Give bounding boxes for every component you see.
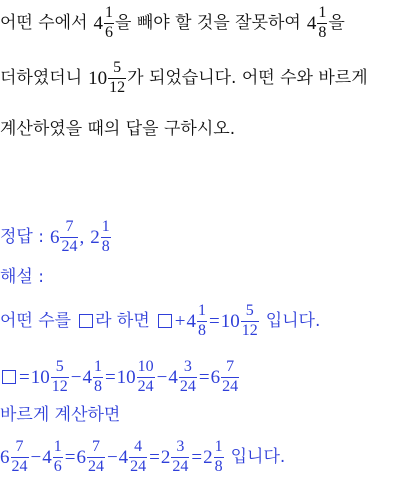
problem-text: 을 빼야 할 것을 잘못하여: [115, 12, 301, 33]
fraction: $\frac{1}{8}$: [93, 357, 102, 395]
unknown-box: [2, 370, 16, 384]
fraction: $\frac{7}{24}$: [61, 217, 78, 255]
solution-heading: [0, 266, 400, 288]
solution-text: 어떤 수를: [0, 310, 72, 331]
solution-step-3: [0, 404, 400, 426]
solution-step-1: [0, 300, 400, 342]
fraction: $\frac{7}{24}$: [87, 437, 104, 475]
equals-sign: =: [19, 366, 30, 388]
solution-text: 입니다.: [265, 310, 321, 331]
fraction: $\frac{7}{24}$: [222, 357, 239, 395]
answer-line: [0, 216, 400, 258]
minus-sign: −: [30, 446, 42, 468]
problem-line-1: [0, 4, 400, 42]
mixed-whole: 4: [42, 446, 52, 468]
fraction: $\frac{4}{24}$: [130, 437, 147, 475]
mixed-whole: 6: [210, 366, 221, 388]
equals-sign: =: [208, 310, 220, 332]
fraction: $\frac{1}{6}$: [53, 437, 62, 475]
mixed-whole: 6: [49, 226, 60, 248]
mixed-whole: 10: [116, 366, 136, 388]
equals-sign: =: [191, 446, 203, 468]
answer-separator: ,: [79, 226, 85, 248]
minus-sign: −: [156, 366, 168, 388]
fraction: $\frac{1}{6}$: [105, 3, 114, 41]
mixed-whole: 10: [88, 67, 108, 89]
solution-step-4: [0, 436, 400, 478]
fraction: $\frac{1}{8}$: [214, 437, 223, 475]
mixed-whole: 4: [118, 446, 129, 468]
fraction: $\frac{1}{8}$: [318, 3, 327, 41]
fraction: $\frac{3}{24}$: [179, 357, 196, 395]
equals-sign: =: [198, 366, 210, 388]
fraction: $\frac{10}{24}$: [137, 357, 154, 395]
problem-text: 계산하였을 때의 답을 구하시오.: [0, 118, 236, 139]
equals-sign: =: [64, 446, 76, 468]
problem-line-3: [0, 118, 400, 140]
problem-text: 가 되었습니다. 어떤 수와 바르게: [127, 67, 368, 88]
plus-sign: +: [174, 310, 186, 332]
mixed-whole: 6: [0, 446, 10, 468]
minus-sign: −: [70, 366, 82, 388]
solution-label: 해설 :: [0, 266, 44, 287]
fraction: $\frac{7}{24}$: [11, 437, 28, 475]
mixed-whole: 10: [220, 310, 240, 332]
fraction: $\frac{5}{12}$: [241, 301, 258, 339]
unknown-box: [79, 314, 93, 328]
fraction: $\frac{5}{12}$: [109, 58, 126, 96]
problem-line-2: [0, 58, 400, 98]
mixed-whole: 6: [76, 446, 86, 468]
solution-text: 바르게 계산하면: [0, 404, 121, 425]
mixed-whole: 2: [203, 446, 213, 468]
mixed-whole: 4: [93, 12, 104, 34]
fraction: $\frac{5}{12}$: [51, 357, 68, 395]
solution-text: 라 하면: [95, 310, 150, 331]
mixed-whole: 4: [168, 366, 178, 388]
equals-sign: =: [149, 446, 160, 468]
mixed-whole: 4: [82, 366, 92, 388]
mixed-whole: 2: [160, 446, 171, 468]
mixed-whole: 4: [306, 12, 317, 34]
fraction: $\frac{3}{24}$: [172, 437, 189, 475]
solution-step-2: [0, 356, 400, 398]
mixed-whole: 10: [30, 366, 50, 388]
mixed-whole: 2: [90, 226, 100, 248]
problem-text: 어떤 수에서: [0, 12, 88, 33]
fraction: $\frac{1}{8}$: [101, 217, 110, 255]
minus-sign: −: [106, 446, 118, 468]
answer-label: 정답 :: [0, 226, 44, 247]
fraction: $\frac{1}{8}$: [197, 301, 206, 339]
mixed-whole: 4: [186, 310, 196, 332]
equals-sign: =: [104, 366, 116, 388]
unknown-box: [158, 314, 172, 328]
problem-text: 더하였더니: [0, 67, 83, 88]
solution-text: 입니다.: [230, 446, 286, 467]
problem-text: 을: [328, 12, 345, 33]
